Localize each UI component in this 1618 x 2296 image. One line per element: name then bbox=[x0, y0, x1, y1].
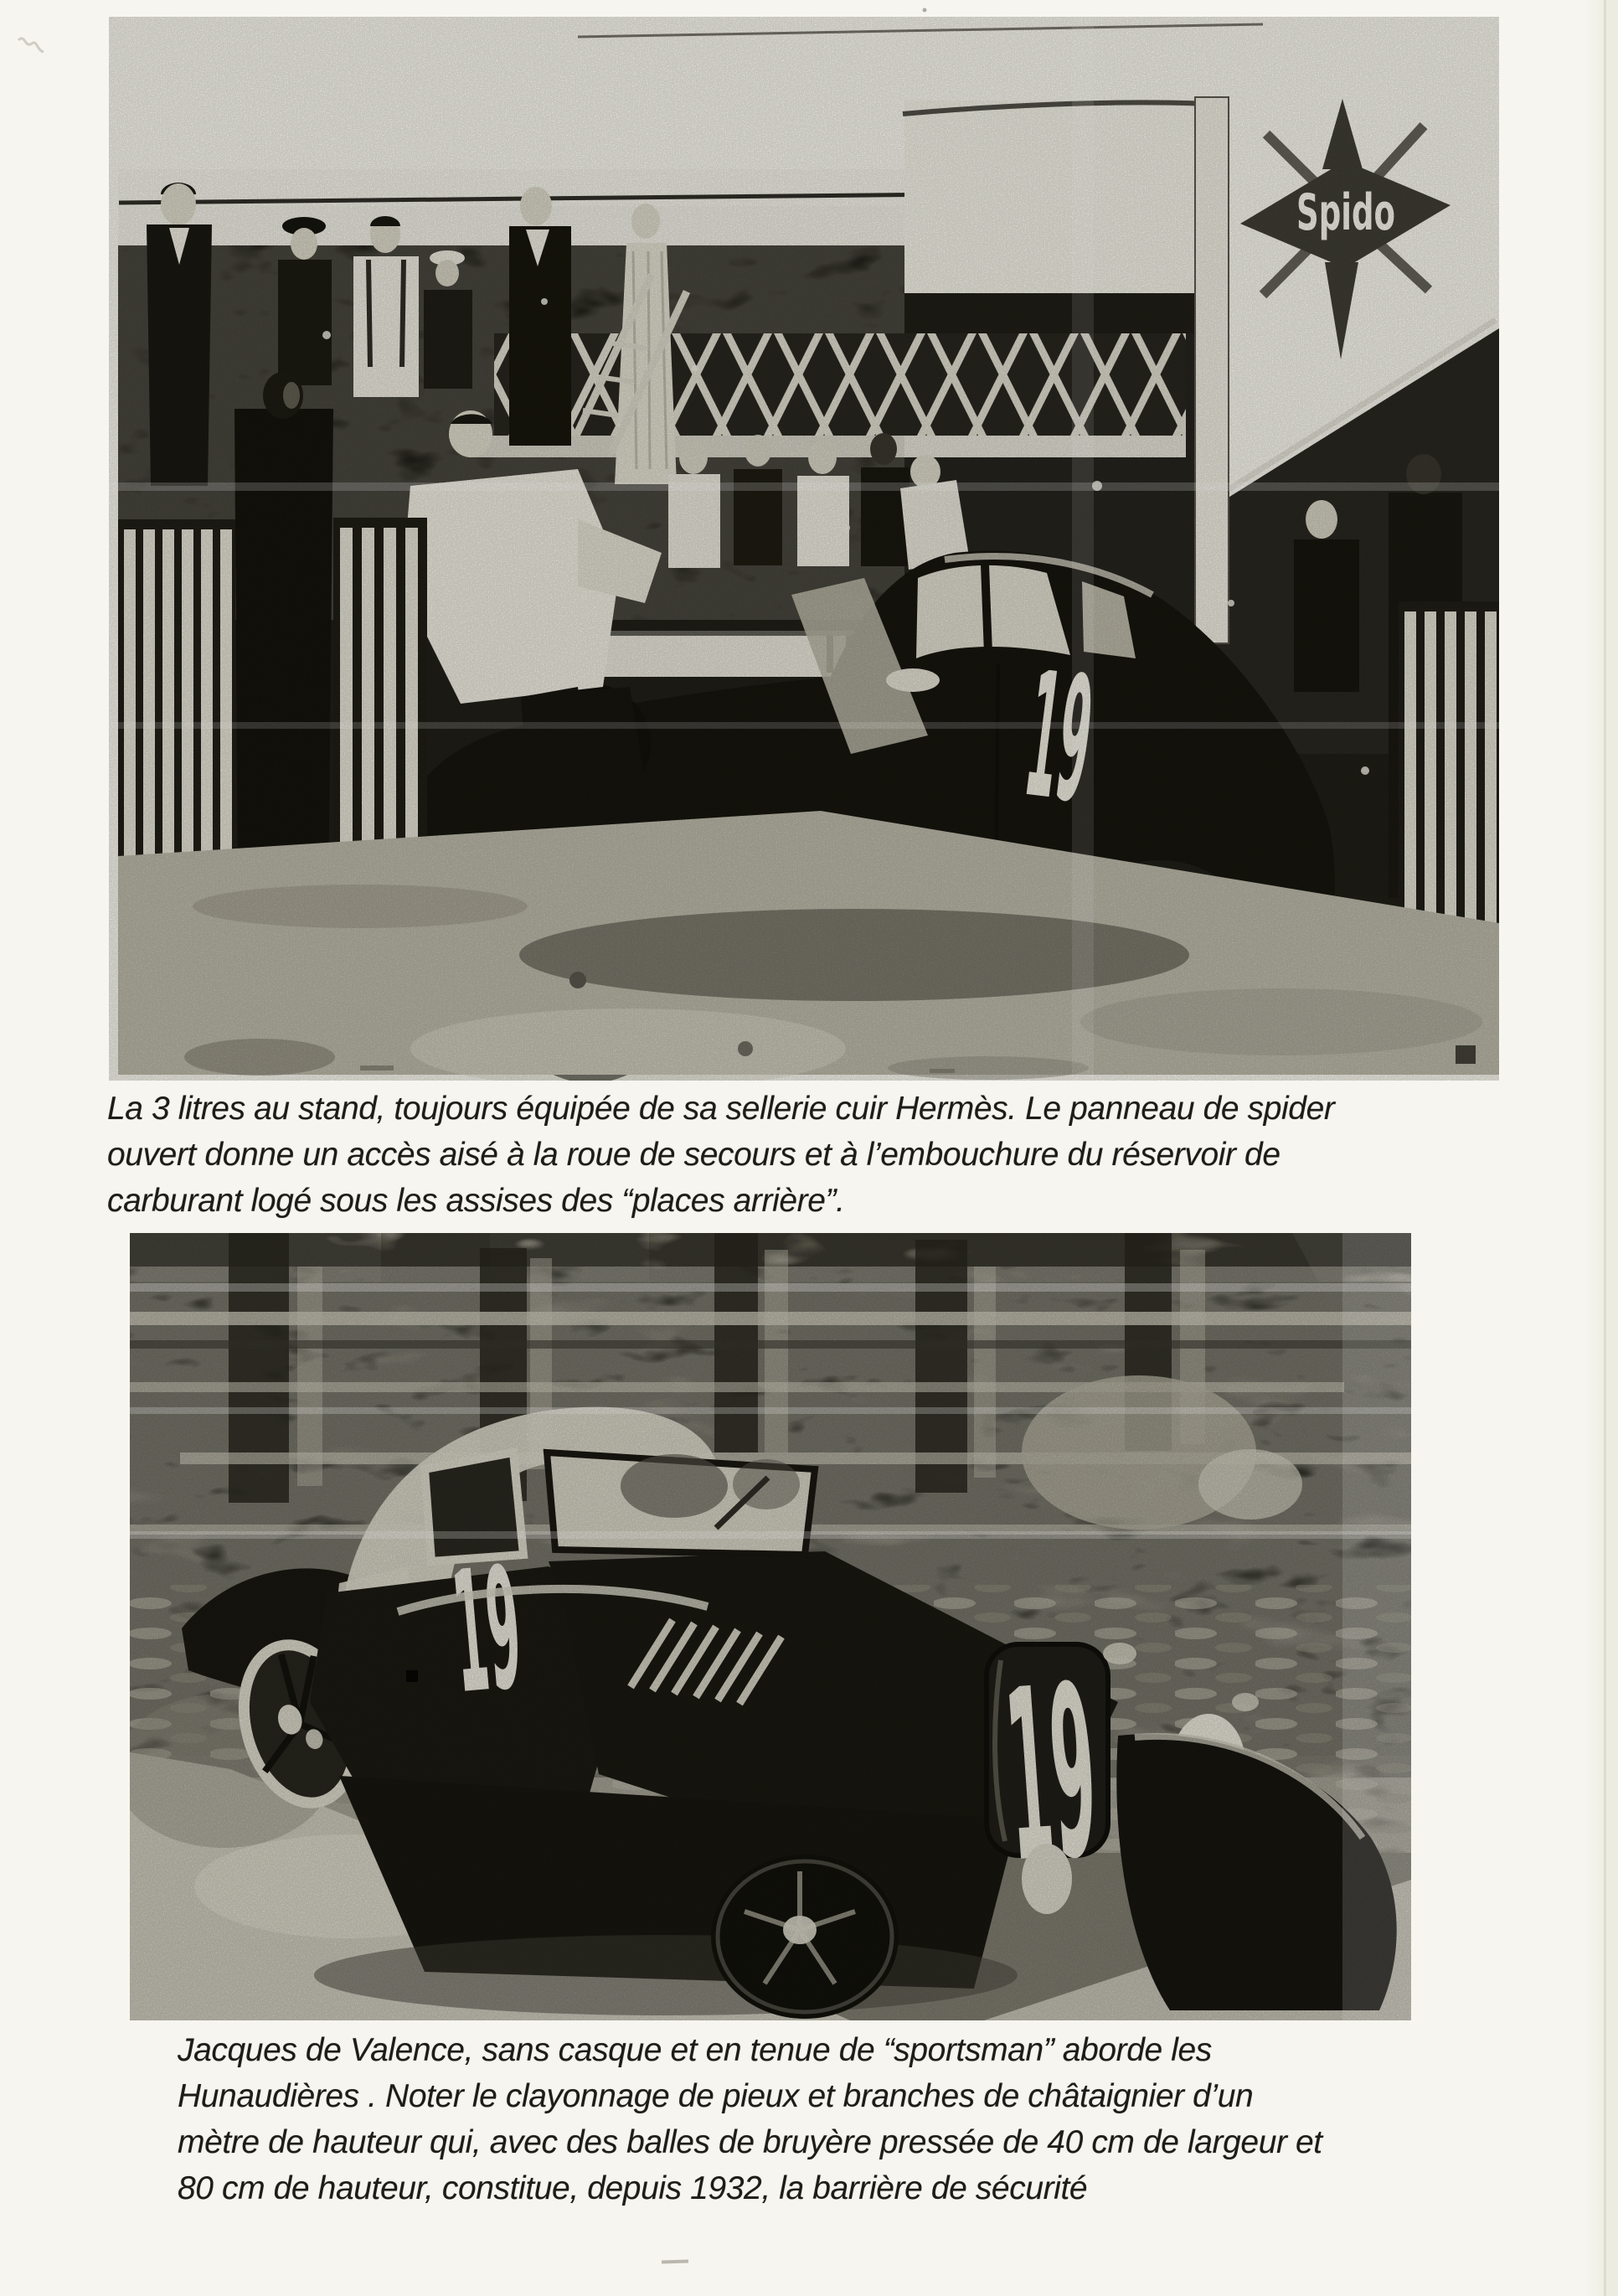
bottom-photo bbox=[130, 1233, 1411, 2020]
caption-line: carburant logé sous les assises des “places arrière”. bbox=[107, 1183, 845, 1219]
caption-line: Jacques de Valence, sans casque et en tenue de “sportsman” aborde les bbox=[178, 2032, 1212, 2068]
caption-line: mètre de hauteur qui, avec des balles de bruyère pressée de 40 cm de largeur et bbox=[178, 2124, 1322, 2160]
caption-line: 80 cm de hauteur, constitue, depuis 1932, la barrière de sécurité bbox=[178, 2170, 1088, 2206]
caption-line: ouvert donne un accès aisé à la roue de secours et à l’embouchure du réservoir de bbox=[107, 1137, 1280, 1173]
spido-logo-text: Spido bbox=[1296, 183, 1395, 242]
caption-top bbox=[107, 1086, 1334, 1224]
caption-bottom bbox=[178, 2027, 1322, 2211]
pencil-squiggle bbox=[18, 39, 44, 52]
scanner-edge-line bbox=[1604, 0, 1606, 2296]
scanner-edge-tint bbox=[1585, 0, 1618, 2296]
caption-line: La 3 litres au stand, toujours équipée de sa sellerie cuir Hermès. Le panneau de spider bbox=[107, 1091, 1335, 1127]
caption-line: Hunaudières . Noter le clayonnage de pieux et branches de châtaignier d’un bbox=[178, 2078, 1254, 2114]
top-photo bbox=[109, 17, 1499, 1081]
scan-dash bbox=[662, 2259, 688, 2263]
